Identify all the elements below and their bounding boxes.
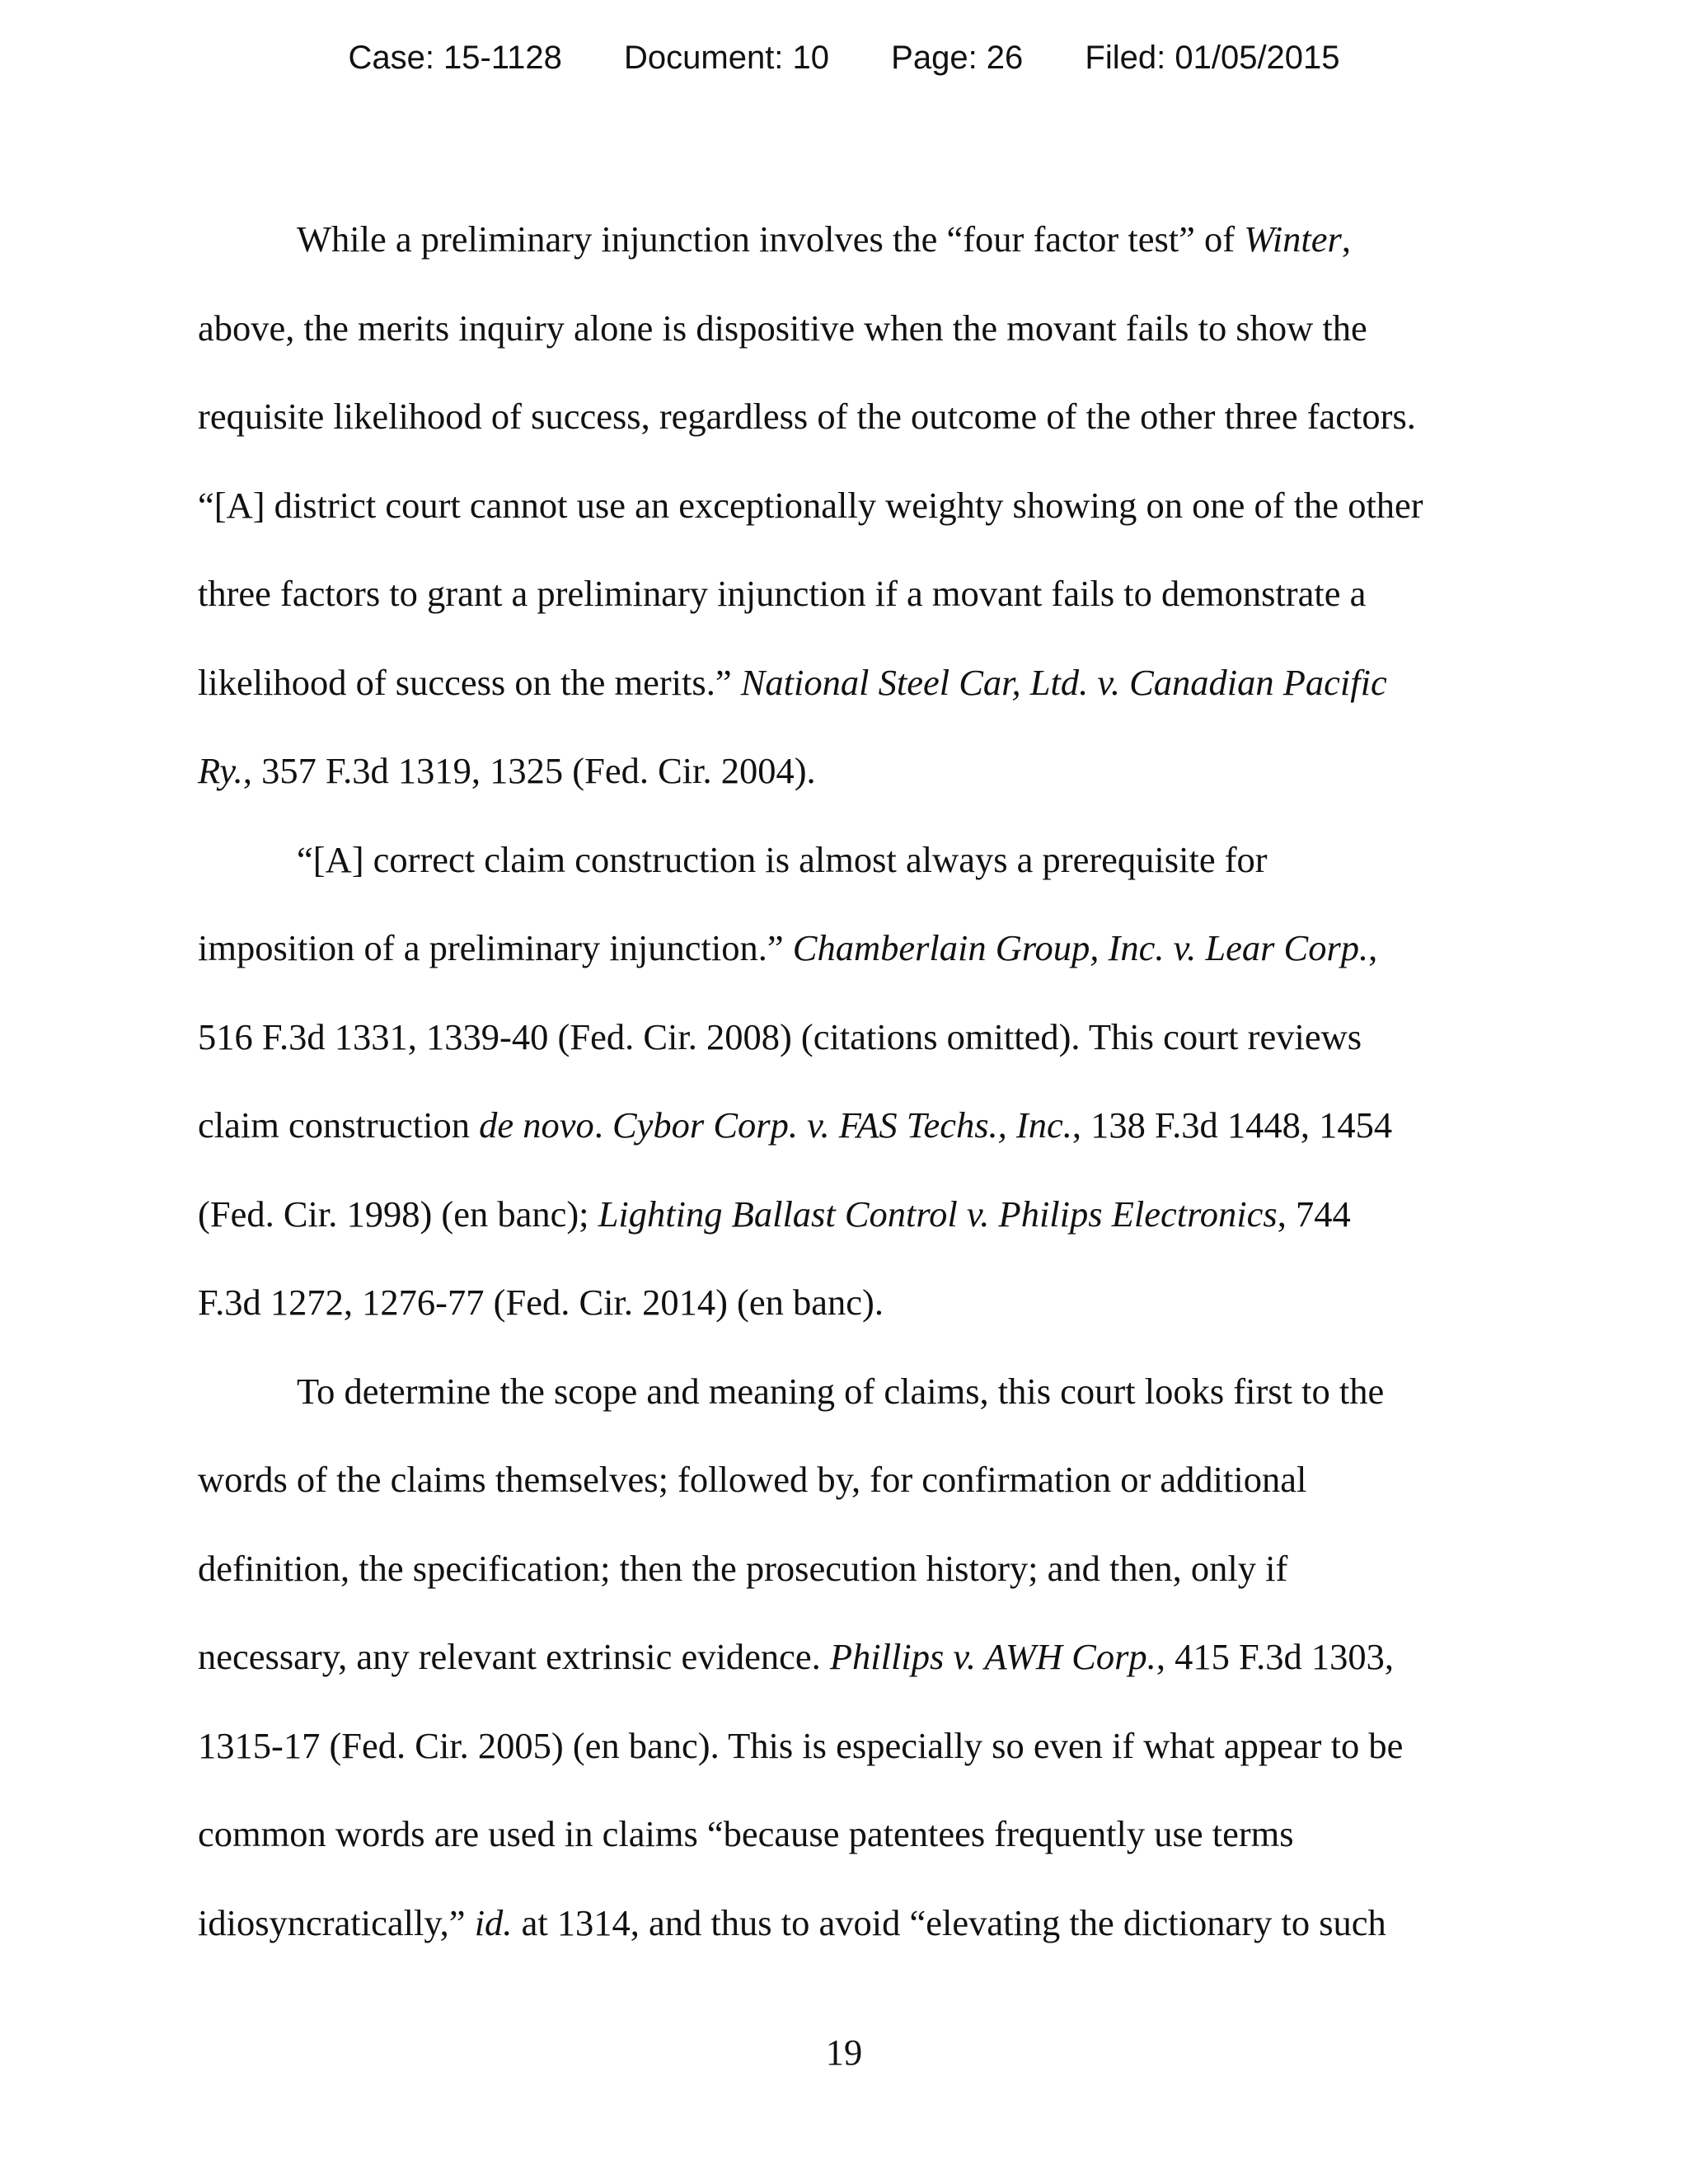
text-segment: idiosyncratically,” xyxy=(198,1901,475,1943)
text-segment: “[A] district court cannot use an exceptionally weighty showing on one of the other xyxy=(198,484,1423,526)
text-line xyxy=(198,904,1500,993)
italic-citation: Chamberlain Group, Inc. v. Lear Corp. xyxy=(792,927,1369,968)
text-segment: necessary, any relevant extrinsic evidence. xyxy=(198,1636,830,1677)
text-line xyxy=(198,195,1500,284)
italic-citation: Cybor Corp. v. FAS Techs., Inc. xyxy=(612,1104,1072,1146)
text-line xyxy=(198,1436,1500,1525)
text-line xyxy=(198,1702,1500,1791)
text-line xyxy=(198,816,1500,905)
text-line xyxy=(198,727,1500,816)
text-line xyxy=(198,1879,1500,1968)
text-line xyxy=(198,1347,1500,1436)
text-line xyxy=(198,550,1500,639)
italic-citation: Phillips v. AWH Corp. xyxy=(829,1636,1156,1677)
filed-date: Filed: 01/05/2015 xyxy=(1085,40,1340,76)
text-line xyxy=(198,1258,1500,1347)
text-segment: above, the merits inquiry alone is dispositive when the movant fails to show the xyxy=(198,307,1367,349)
text-line xyxy=(198,639,1500,728)
italic-citation: Ry. xyxy=(198,750,243,791)
document-number: Document: 10 xyxy=(624,40,830,76)
text-line xyxy=(198,462,1500,551)
text-line xyxy=(198,1613,1500,1702)
text-segment: likelihood of success on the merits.” xyxy=(198,661,741,703)
italic-citation: id. xyxy=(474,1901,513,1943)
text-segment: , 744 xyxy=(1277,1193,1351,1235)
text-segment: definition, the specification; then the prosecution history; and then, only if xyxy=(198,1547,1288,1589)
text-segment: requisite likelihood of success, regardless of the outcome of the other three factors. xyxy=(198,396,1416,437)
italic-citation: de novo xyxy=(479,1104,594,1146)
body-text xyxy=(198,195,1500,1967)
italic-citation: Lighting Ballast Control v. Philips Electronics xyxy=(598,1193,1278,1235)
text-line xyxy=(198,373,1500,462)
text-line xyxy=(198,993,1500,1082)
text-line xyxy=(198,1170,1500,1259)
text-segment: imposition of a preliminary injunction.” xyxy=(198,927,793,968)
italic-citation: Winter xyxy=(1244,218,1342,260)
text-segment: , xyxy=(1368,927,1378,968)
page-label: Page: 26 xyxy=(891,40,1024,76)
text-segment: To determine the scope and meaning of claims, this court looks first to the xyxy=(297,1370,1385,1412)
text-segment: . xyxy=(593,1104,612,1146)
text-segment: , 138 F.3d 1448, 1454 xyxy=(1071,1104,1393,1146)
text-segment: words of the claims themselves; followed by, for confirmation or additional xyxy=(198,1459,1307,1500)
text-line xyxy=(198,1081,1500,1170)
text-segment: , xyxy=(1341,218,1351,260)
text-segment: 516 F.3d 1331, 1339-40 (Fed. Cir. 2008) (citations omitted). This court reviews xyxy=(198,1015,1362,1057)
text-segment: at 1314, and thus to avoid “elevating the dictionary to such xyxy=(512,1901,1386,1943)
page-number: 19 xyxy=(825,2032,863,2073)
text-segment: , 357 F.3d 1319, 1325 (Fed. Cir. 2004). xyxy=(242,750,816,791)
text-line xyxy=(198,1525,1500,1614)
text-segment: claim construction xyxy=(198,1104,480,1146)
italic-citation: National Steel Car, Ltd. v. Canadian Pacific xyxy=(740,661,1387,703)
document-header xyxy=(0,33,1688,82)
text-line xyxy=(198,284,1500,373)
text-line xyxy=(198,1790,1500,1879)
text-segment: “[A] correct claim construction is almost always a prerequisite for xyxy=(297,838,1268,880)
text-segment: 1315-17 (Fed. Cir. 2005) (en banc). This is especially so even if what appear to be xyxy=(198,1724,1404,1766)
case-number: Case: 15-1128 xyxy=(348,40,562,76)
text-segment: , 415 F.3d 1303, xyxy=(1156,1636,1394,1677)
text-segment: common words are used in claims “because patentees frequently use terms xyxy=(198,1813,1294,1854)
text-segment: (Fed. Cir. 1998) (en banc); xyxy=(198,1193,598,1235)
text-segment: three factors to grant a preliminary injunction if a movant fails to demonstrate a xyxy=(198,573,1367,614)
text-segment: While a preliminary injunction involves the “four factor test” of xyxy=(297,218,1245,260)
text-segment: F.3d 1272, 1276-77 (Fed. Cir. 2014) (en banc). xyxy=(198,1282,884,1323)
